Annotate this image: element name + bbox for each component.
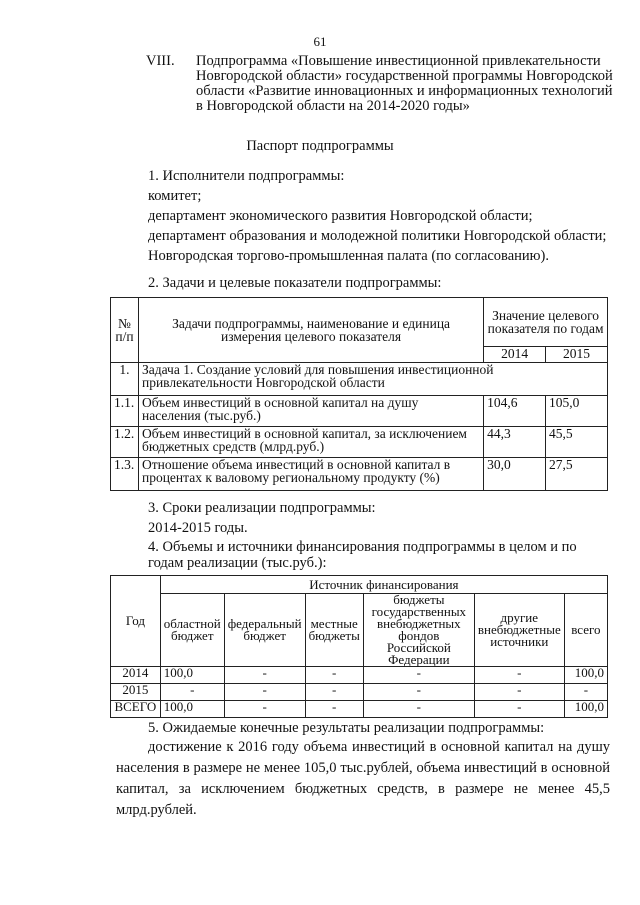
year-cell: ВСЕГО bbox=[111, 701, 161, 718]
table-row bbox=[111, 363, 608, 396]
value-cell: - bbox=[564, 684, 607, 701]
value-cell: - bbox=[224, 684, 305, 701]
value-cell: 100,0 bbox=[564, 667, 607, 684]
row-num: 1.3. bbox=[111, 458, 139, 491]
tasks-table bbox=[110, 297, 608, 491]
value-cell: - bbox=[305, 684, 363, 701]
table-row bbox=[111, 667, 608, 684]
value-cell: - bbox=[305, 701, 363, 718]
table-row bbox=[111, 458, 608, 491]
value-cell: 100,0 bbox=[564, 701, 607, 718]
row-text: Объем инвестиций в основной капитал, за исключением бюджетных средств (млрд.руб.) bbox=[138, 427, 483, 458]
header-col: всего bbox=[564, 594, 607, 667]
value-cell: - bbox=[160, 684, 224, 701]
tasks-heading: 2. Задачи и целевые показатели подпрограммы: bbox=[148, 275, 442, 291]
terms-heading: 3. Сроки реализации подпрограммы: bbox=[148, 500, 376, 516]
header-col: федеральный бюджет bbox=[224, 594, 305, 667]
section-title: Подпрограмма «Повышение инвестиционной привлекательности Новгородской области» государственной программы Новгородской области «Развитие инновационных и информационных технологий в Новгородской области на 2014-2020 годы» bbox=[196, 53, 613, 114]
row-num: 1.2. bbox=[111, 427, 139, 458]
row-value-2015: 27,5 bbox=[546, 458, 608, 491]
header-task: Задачи подпрограммы, наименование и единица измерения целевого показателя bbox=[138, 298, 483, 363]
row-value-2014: 44,3 bbox=[484, 427, 546, 458]
header-col: областной бюджет bbox=[160, 594, 224, 667]
row-text: Объем инвестиций в основной капитал на душу населения (тыс.руб.) bbox=[138, 396, 483, 427]
value-cell: - bbox=[305, 667, 363, 684]
header-col: местные бюджеты bbox=[305, 594, 363, 667]
header-year: Год bbox=[111, 576, 161, 667]
value-cell: - bbox=[474, 667, 564, 684]
header-source: Источник финансирования bbox=[160, 576, 607, 594]
value-cell: 100,0 bbox=[160, 667, 224, 684]
row-text: Отношение объема инвестиций в основной капитал в процентах к валовому региональному продукту (%) bbox=[138, 458, 483, 491]
section-number: VIII. bbox=[146, 53, 175, 69]
row-value-2015: 105,0 bbox=[546, 396, 608, 427]
executors-heading: 1. Исполнители подпрограммы: bbox=[148, 168, 345, 184]
header-year-2015: 2015 bbox=[546, 347, 608, 363]
year-cell: 2014 bbox=[111, 667, 161, 684]
funding-heading: 4. Объемы и источники финансирования подпрограммы в целом и по годам реализации (тыс.руб.): bbox=[148, 539, 577, 571]
value-cell: 100,0 bbox=[160, 701, 224, 718]
value-cell: - bbox=[474, 701, 564, 718]
task-text: Задача 1. Создание условий для повышения инвестиционной привлекательности Новгородской области bbox=[138, 363, 607, 396]
header-num: № п/п bbox=[111, 298, 139, 363]
row-num: 1.1. bbox=[111, 396, 139, 427]
header-value: Значение целевого показателя по годам bbox=[484, 298, 608, 347]
value-cell: - bbox=[363, 667, 474, 684]
table-row bbox=[111, 396, 608, 427]
table-row bbox=[111, 684, 608, 701]
row-value-2014: 30,0 bbox=[484, 458, 546, 491]
row-value-2014: 104,6 bbox=[484, 396, 546, 427]
executor-item: департамент экономического развития Новгородской области; bbox=[148, 208, 533, 224]
results-text bbox=[116, 737, 610, 821]
value-cell: - bbox=[363, 701, 474, 718]
value-cell: - bbox=[224, 701, 305, 718]
page-number: 61 bbox=[313, 34, 327, 49]
funding-table bbox=[110, 575, 608, 718]
value-cell: - bbox=[363, 684, 474, 701]
task-num: 1. bbox=[111, 363, 139, 396]
results-text-content: достижение к 2016 году объема инвестиций в основной капитал на душу населения в размере не менее 105,0 тыс.рублей, объема инвестиций в основной капитал, за исключением бюджетных средств, в размере не менее 45,5 млрд.рублей. bbox=[116, 739, 610, 818]
table-row bbox=[111, 427, 608, 458]
value-cell: - bbox=[224, 667, 305, 684]
executor-item: комитет; bbox=[148, 188, 202, 204]
executor-item: Новгородская торгово-промышленная палата (по согласованию). bbox=[148, 248, 549, 264]
table-row bbox=[111, 701, 608, 718]
terms-value: 2014-2015 годы. bbox=[148, 520, 248, 536]
row-value-2015: 45,5 bbox=[546, 427, 608, 458]
header-col: другие внебюджетные источники bbox=[474, 594, 564, 667]
header-year-2014: 2014 bbox=[484, 347, 546, 363]
header-col: бюджеты государственных внебюджетных фондов Российской Федерации bbox=[363, 594, 474, 667]
passport-title: Паспорт подпрограммы bbox=[246, 138, 394, 154]
executor-item: департамент образования и молодежной политики Новгородской области; bbox=[148, 228, 607, 244]
year-cell: 2015 bbox=[111, 684, 161, 701]
value-cell: - bbox=[474, 684, 564, 701]
section-heading bbox=[146, 54, 616, 114]
results-heading: 5. Ожидаемые конечные результаты реализации подпрограммы: bbox=[148, 720, 545, 736]
